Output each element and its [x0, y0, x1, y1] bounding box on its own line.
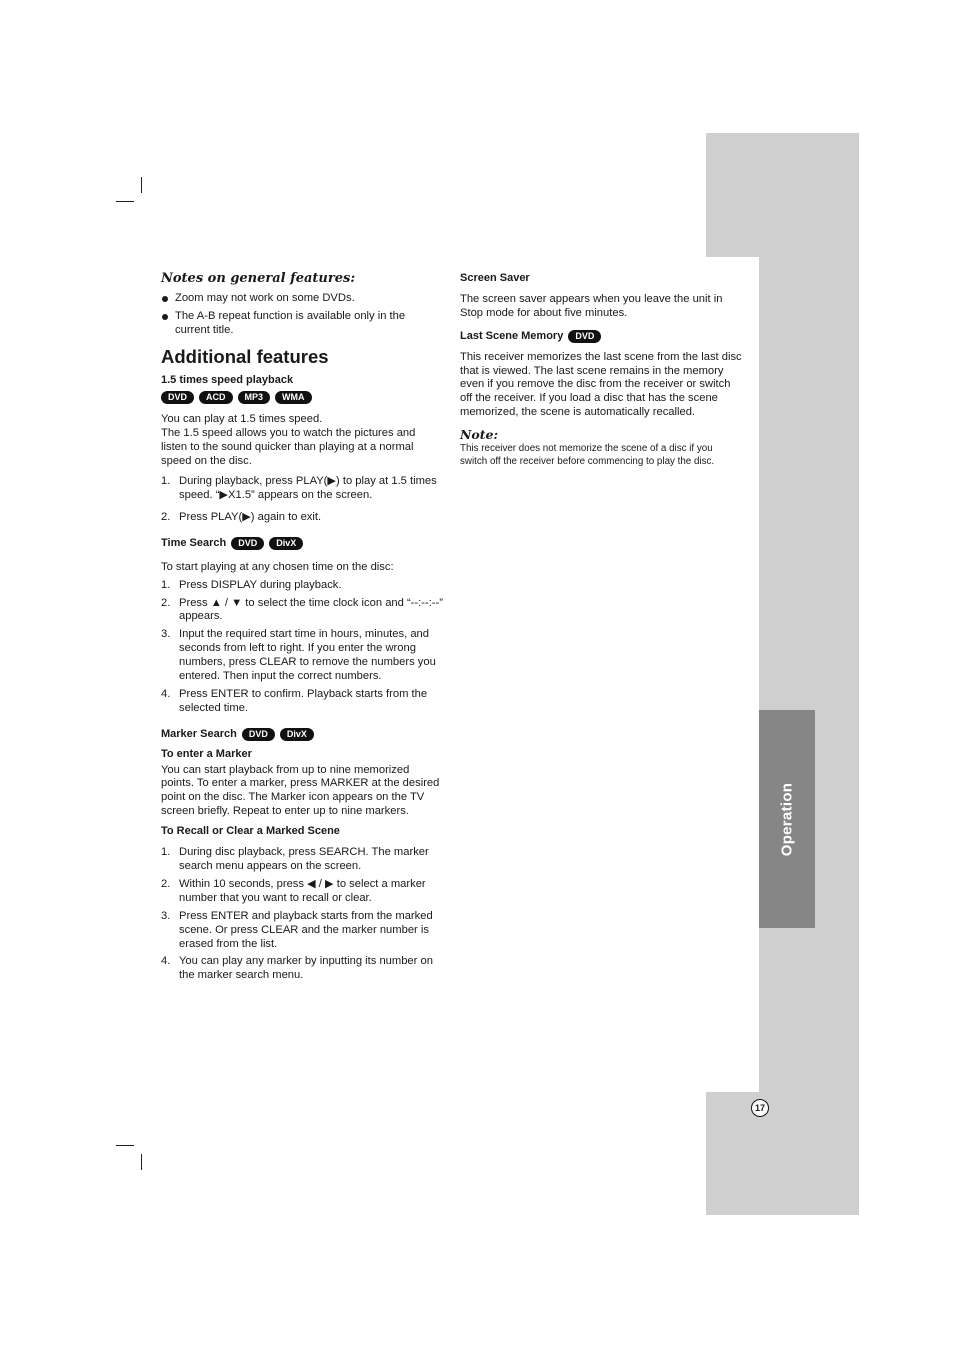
disc-badge-wma: WMA [275, 391, 312, 404]
list-item: Zoom may not work on some DVDs. [161, 292, 443, 306]
marker-search-heading: Marker Search DVD DivX [161, 728, 443, 742]
speed-steps [161, 475, 443, 525]
notes-list [161, 292, 443, 338]
screen-saver-text: The screen saver appears when you leave the unit in Stop mode for about five minutes. [460, 292, 723, 319]
time-search-steps [161, 579, 443, 716]
side-panel-lower [706, 1092, 859, 1215]
speed-heading: 1.5 times speed playback [161, 373, 294, 386]
disc-badge-dvd: DVD [161, 391, 194, 404]
notes-heading: Notes on general features: [161, 271, 356, 286]
disc-badge-acd: ACD [199, 391, 233, 404]
page-number: 17 [751, 1099, 769, 1117]
list-item: 2. Press ▲ / ▼ to select the time clock icon and “--:--:--” appears. [161, 596, 443, 623]
list-item: The A-B repeat function is available only in the current title. [161, 310, 443, 338]
right-column [460, 272, 742, 469]
list-item: 2. Within 10 seconds, press ◀ / ▶ to select a marker number that you want to recall or clear. [161, 877, 426, 904]
list-item: 1. During disc playback, press SEARCH. The marker search menu appears on the screen. [161, 846, 429, 872]
enter-marker-text: You can start playback from up to nine memorized points. To enter a marker, press MARKER at the desired point on the disc. The Marker icon appears on the TV screen briefly. Repeat to enter up to nine markers. [161, 763, 440, 818]
section-tab [759, 710, 815, 928]
disc-badge-mp3: MP3 [238, 391, 271, 404]
crop-mark-bottom-v [141, 1154, 142, 1170]
side-panel-strip [759, 257, 859, 1092]
section-title: Additional features [161, 345, 329, 367]
last-scene-text: This receiver memorizes the last scene from the last disc that is viewed. The last scene remains in the memory even if you remove the disc from the receiver or switch off the receiver. If you load a disc that has the scene memorized, the scene is automatically recalled. [460, 350, 742, 419]
crop-mark-bottom-h [116, 1145, 134, 1146]
list-item: 3. Press ENTER and playback starts from the marked scene. Or press CLEAR and the marker number is erased from the list. [161, 909, 433, 950]
crop-mark-top-v [141, 177, 142, 193]
disc-badge-dvd: DVD [242, 728, 275, 741]
crop-mark-top-h [116, 201, 134, 202]
section-tab-label: Operation [778, 782, 796, 856]
list-item: 4. You can play any marker by inputting its number on the marker search menu. [161, 955, 433, 982]
enter-marker-heading: To enter a Marker [161, 747, 252, 760]
speed-para-1: You can play at 1.5 times speed. [161, 413, 323, 426]
list-item: 3. Input the required start time in hours, minutes, and seconds from left to right. If you enter the wrong numbers, press CLEAR to remove the numbers you entered. Then input the correct numbers. [161, 628, 436, 683]
list-item: 2. Press PLAY(▶) again to exit. [161, 510, 322, 523]
screen-saver-heading: Screen Saver [460, 272, 530, 284]
marker-steps [161, 846, 443, 983]
left-column [161, 272, 443, 989]
note-heading: Note: [460, 427, 499, 443]
list-item: 4. Press ENTER to confirm. Playback starts from the selected time. [161, 687, 428, 714]
disc-badge-dvd: DVD [231, 537, 264, 550]
speed-para-2: The 1.5 speed allows you to watch the pictures and listen to the sound quicker than playing at a normal speed on the disc. [161, 427, 416, 468]
time-search-intro: To start playing at any chosen time on the disc: [161, 560, 394, 573]
recall-marker-heading: To Recall or Clear a Marked Scene [161, 825, 340, 838]
list-item: 1. Press DISPLAY during playback. [161, 578, 342, 591]
disc-badge-divx: DivX [280, 728, 314, 741]
disc-badge-divx: DivX [269, 537, 303, 550]
speed-badges [161, 391, 443, 404]
disc-badge-dvd: DVD [568, 330, 601, 343]
time-search-heading: Time Search DVD DivX [161, 537, 443, 551]
bullet-icon [162, 314, 168, 320]
list-item: 1. During playback, press PLAY(▶) to play at 1.5 times speed. “▶X1.5” appears on the screen. [161, 475, 437, 501]
note-text: This receiver does not memorize the scene of a disc if you switch off the receiver before commencing to play the disc. [460, 443, 715, 467]
last-scene-heading: Last Scene Memory DVD [460, 330, 742, 344]
bullet-icon [162, 296, 168, 302]
side-panel-upper [706, 133, 859, 257]
